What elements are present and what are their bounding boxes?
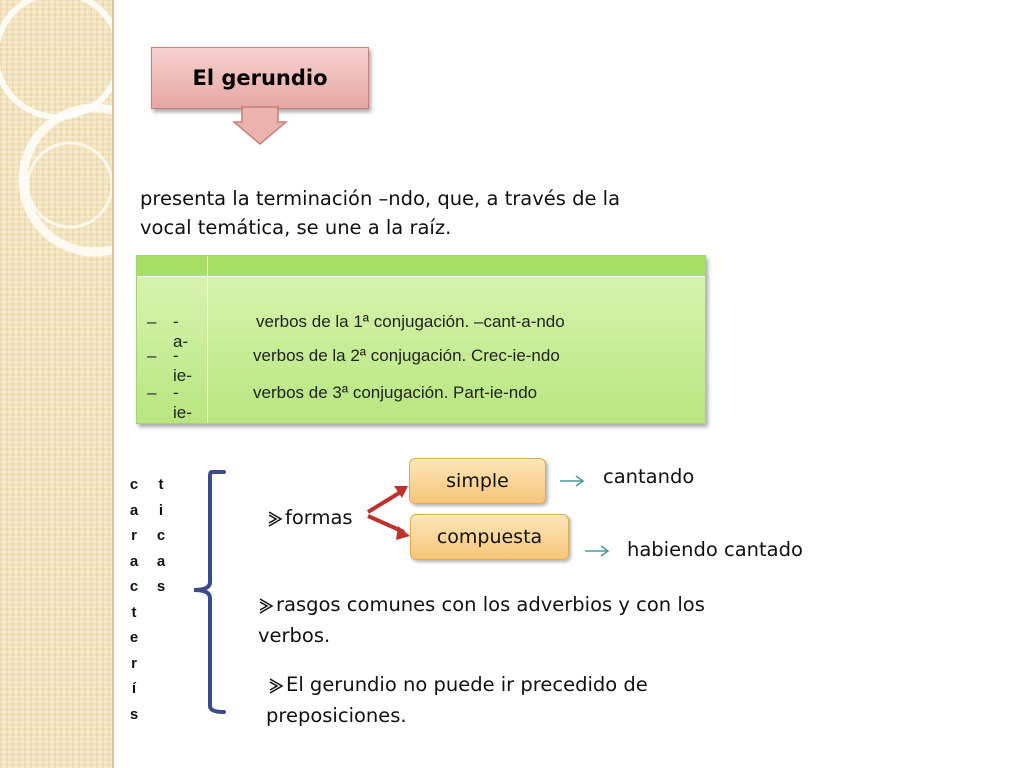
decorative-side-strip [0, 0, 114, 768]
description-text: presenta la terminación –ndo, que, a través de la vocal temática, se une a la raíz. [140, 187, 621, 239]
dash: – [147, 383, 157, 402]
letter: s [156, 578, 166, 595]
bullet-arrow-icon [258, 597, 274, 615]
bullet-rasgos-line1: rasgos comunes con los adverbios y con los [276, 593, 705, 616]
letter: a [129, 501, 139, 519]
table-divider [207, 256, 208, 423]
letter: s [129, 705, 139, 723]
vertical-word-col1 [127, 472, 141, 727]
bracket-icon [184, 466, 230, 718]
row-text: verbos de 3ª conjugación. Part-ie-ndo [253, 383, 538, 402]
bullet-rasgos-line2: verbos. [258, 624, 331, 647]
letter: c [156, 527, 166, 544]
page-title: El gerundio [192, 66, 328, 90]
row-text: verbos de la 1ª conjugación. –cant-a-ndo [256, 312, 565, 331]
conjugation-table [136, 255, 706, 424]
red-arrows-icon [360, 474, 416, 544]
letter: r [131, 527, 137, 544]
vowel-cell: -a- [173, 312, 189, 351]
letter: r [131, 654, 137, 672]
letter: i [158, 501, 164, 519]
letter: c [129, 578, 139, 595]
letter: í [131, 680, 137, 697]
bullet-arrow-icon [267, 510, 283, 528]
letter: a [129, 552, 139, 570]
table-header-row [137, 256, 705, 277]
bullet-arrow-icon [268, 677, 284, 695]
bullet-gerundio-line1: El gerundio no puede ir precedido de [286, 673, 648, 696]
letter: t [131, 603, 137, 621]
bullet-gerundio-line2: preposiciones. [266, 704, 407, 727]
row-text: verbos de la 2ª conjugación. Crec-ie-ndo [253, 346, 560, 365]
down-arrow-icon [232, 106, 288, 146]
right-arrow-icon [558, 474, 586, 488]
vowel-cell: -ie- [173, 346, 192, 385]
vertical-word-col2 [154, 472, 168, 600]
vowel-cell: -ie- [173, 383, 192, 422]
simple-example: cantando [603, 465, 695, 488]
title-box [151, 47, 369, 109]
right-arrow-icon [583, 544, 611, 558]
letter: c [129, 476, 139, 493]
dash: – [147, 312, 157, 331]
letter: e [129, 629, 139, 646]
decorative-circles [0, 0, 112, 768]
simple-pill: simple [409, 458, 546, 504]
formas-label: formas [285, 506, 353, 529]
letter: t [158, 476, 164, 493]
compuesta-pill: compuesta [410, 514, 569, 560]
compuesta-example: habiendo cantado [627, 538, 803, 561]
dash: – [147, 346, 157, 365]
letter: a [156, 552, 166, 570]
